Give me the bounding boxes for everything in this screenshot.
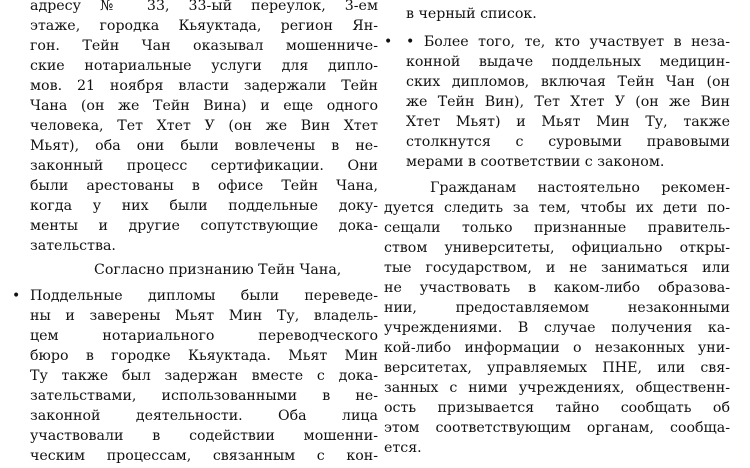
text-line: были арестованы в офисе Тейн Чана, xyxy=(30,178,378,194)
text-line: зательствами, использованными в не- xyxy=(30,388,378,404)
bullet-marker: • xyxy=(12,288,21,304)
text-line: занных с ними учреждениях, общественн- xyxy=(384,380,730,396)
paragraph-line: Согласно признанию Тейн Чана, xyxy=(94,262,342,278)
text-line: бюро в городке Кьяуктада. Мьят Мин xyxy=(30,348,378,364)
text-line: ется. xyxy=(384,440,422,456)
text-line: менты и другие сопутствующие дока- xyxy=(30,218,378,234)
text-line: в черный список. xyxy=(406,6,537,22)
text-line: дуется следить за тем, чтобы их дети по- xyxy=(384,200,730,216)
text-line: Ту также был задержан вместе с дока- xyxy=(30,368,378,384)
paragraph-line: Гражданам настоятельно рекомен- xyxy=(430,180,730,196)
text-line: мерами в соответствии с законом. xyxy=(406,154,665,170)
text-line: конной выдаче поддельных медицин- xyxy=(406,54,730,70)
text-line: тые государством, и не заниматься или xyxy=(384,260,730,276)
text-line: Мьят), оба они были вовлечены в не- xyxy=(30,138,378,154)
text-line: законный процесс сертификации. Они xyxy=(30,158,378,174)
text-line: участвовали в содействии мошенни- xyxy=(30,428,378,444)
text-line: цем нотариального переводческого xyxy=(30,328,378,344)
text-line: нии, предоставляемом незаконными xyxy=(384,300,730,316)
text-line: Поддельные дипломы были переведе- xyxy=(30,288,378,304)
right-column xyxy=(384,0,730,460)
text-line: гон. Тейн Чан оказывал мошенниче- xyxy=(30,38,378,54)
text-line: верситетах, управляемых ПНЕ, или свя- xyxy=(384,360,730,376)
text-line: Хтет Мьят) и Мьят Мин Ту, также xyxy=(406,114,730,130)
text-line: кой-либо информации о незаконных уни- xyxy=(384,340,730,356)
text-line: законной деятельности. Оба лица xyxy=(30,408,378,424)
text-line: этаже, городка Кьяуктада, регион Ян- xyxy=(30,18,378,34)
text-line: когда у них были поддельные доку- xyxy=(30,198,378,214)
text-line: • Более того, те, кто участвует в неза- xyxy=(406,34,730,50)
left-column xyxy=(12,0,378,464)
text-line: сещали только признанные правитель- xyxy=(384,220,730,236)
text-line: не участвовать в каком-либо образова- xyxy=(384,280,730,296)
bullet-marker: • xyxy=(384,34,393,50)
text-line: этом соответствующим органам, сообща- xyxy=(384,420,730,436)
text-line: ны и заверены Мьят Мин Ту, владель- xyxy=(30,308,378,324)
text-line: Чана (он же Тейн Вина) и еще одного xyxy=(30,98,378,114)
text-line: учреждениями. В случае получения ка- xyxy=(384,320,730,336)
text-line: ость призывается тайно сообщать об xyxy=(384,400,730,416)
text-line: ческим процессам, связанным с кон- xyxy=(30,448,378,464)
text-line: ством университеты, официально откры- xyxy=(384,240,730,256)
text-line: мов. 21 ноября власти задержали Тейн xyxy=(30,78,378,94)
text-line: ских дипломов, включая Тейн Чан (он xyxy=(406,74,730,90)
text-line: столкнутся с суровыми правовыми xyxy=(406,134,730,150)
text-line: адресу № 33, 33-ый переулок, 3-ем xyxy=(30,0,378,14)
text-line: зательства. xyxy=(30,238,116,254)
text-line: человека, Тет Хтет У (он же Вин Хтет xyxy=(30,118,378,134)
text-line: же Тейн Вин), Тет Хтет У (он же Вин xyxy=(406,94,730,110)
text-line: ские нотариальные услуги для дипло- xyxy=(30,58,378,74)
